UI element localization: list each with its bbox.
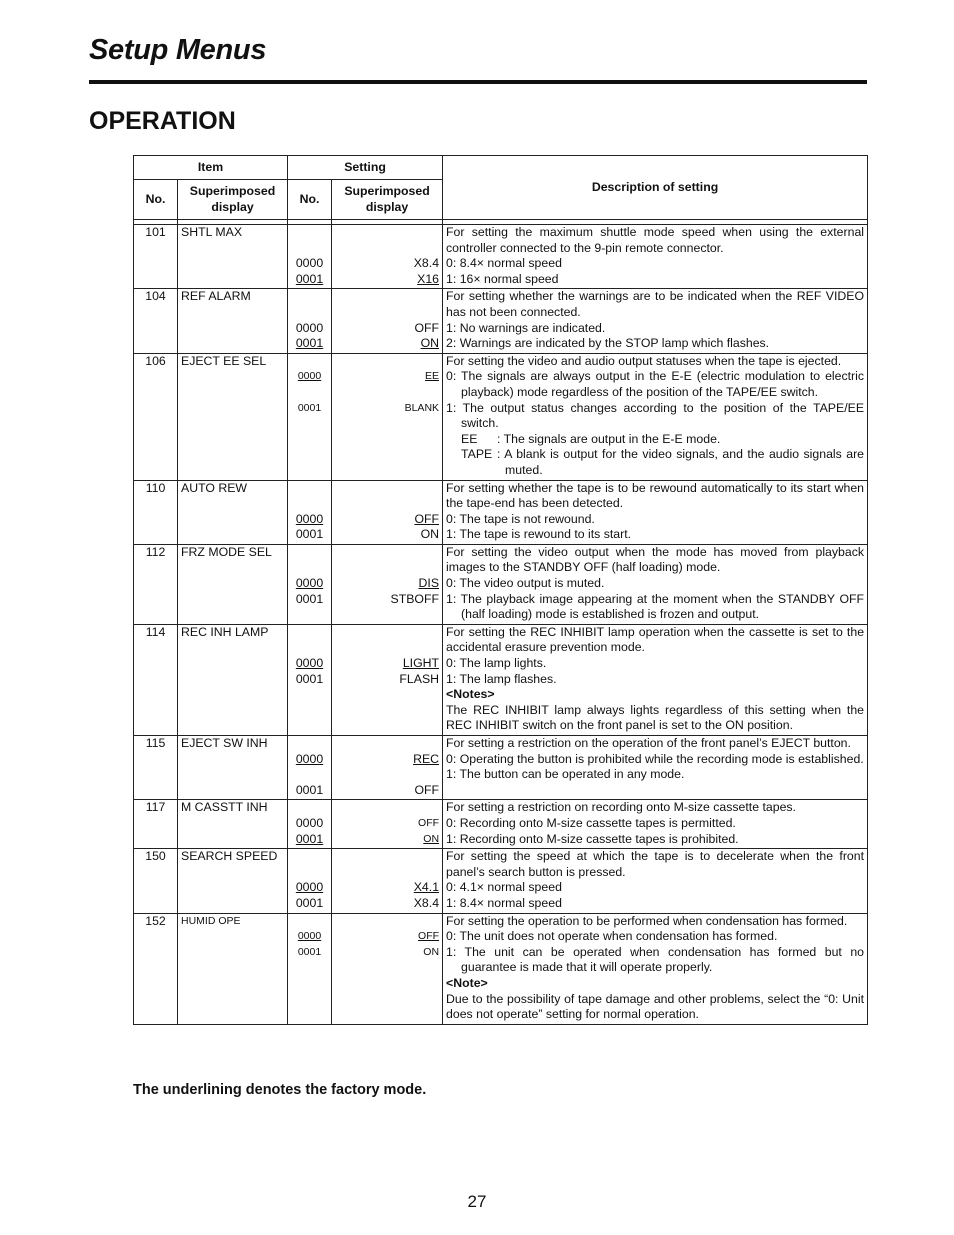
table-row: [134, 544, 868, 624]
setting-code-default: 0000: [295, 511, 324, 526]
setting-codes: [288, 289, 332, 353]
header-item-display: Superimposed display: [178, 180, 288, 220]
setting-display-default: OFF: [414, 511, 440, 526]
sub-option-key: TAPE: [461, 447, 493, 462]
description-text: For setting the REC INHIBIT lamp operation when the cassette is set to the accidental erasure prevention mode.: [446, 624, 865, 655]
table-row: [134, 849, 868, 913]
setting-displays: [332, 736, 443, 800]
option-2: 2: Warnings are indicated by the STOP lamp which flashes.: [446, 336, 770, 351]
option-0: 0: 8.4× normal speed: [446, 256, 562, 271]
setting-displays: [332, 480, 443, 544]
item-description: [443, 544, 868, 624]
option-1: 1: The lamp flashes.: [446, 671, 557, 686]
item-description: [443, 800, 868, 849]
option-1: 1: The output status changes according to the position of the TAPE/EE switch.: [446, 400, 865, 431]
option-0: 0: Recording onto M-size cassette tapes is permitted.: [446, 815, 736, 830]
page-number: 27: [467, 1192, 487, 1211]
setting-code: 0000: [295, 320, 324, 335]
description-text: For setting the speed at which the tape is to decelerate when the front panel’s search button is pressed.: [446, 849, 865, 879]
setting-display: OFF: [414, 782, 440, 797]
notes-text: The REC INHIBIT lamp always lights regardless of this setting when the REC INHIBIT switch on the front panel is set to the ON position.: [446, 702, 865, 733]
setting-display-default: DIS: [418, 576, 440, 591]
note-text: Due to the possibility of tape damage and other problems, select the “0: Unit does not operate” setting for normal operation.: [446, 991, 865, 1022]
setting-code-default: 0001: [295, 271, 324, 286]
setting-code-default: 0000: [295, 880, 324, 895]
table-row: [134, 624, 868, 735]
setting-code-default: 0000: [295, 576, 324, 591]
setting-code: 0001: [295, 895, 324, 910]
description-text: For setting the video and audio output statuses when the tape is ejected.: [446, 353, 842, 368]
setting-displays: [332, 800, 443, 849]
setting-displays: [332, 225, 443, 289]
setting-codes: [288, 849, 332, 913]
setting-code: 0000: [295, 815, 324, 830]
option-1: 1: The tape is rewound to its start.: [446, 527, 632, 542]
header-item-no: No.: [134, 180, 178, 220]
option-0: 0: The video output is muted.: [446, 576, 605, 591]
header-setting-no: No.: [288, 180, 332, 220]
setting-code: 0001: [295, 527, 324, 542]
setting-code-default: 0000: [295, 656, 324, 671]
table-row: [134, 480, 868, 544]
option-1: 1: Recording onto M-size cassette tapes is prohibited.: [446, 831, 739, 846]
setting-code: 0001: [295, 782, 324, 797]
setting-display-default: X16: [417, 271, 440, 286]
item-description: [443, 289, 868, 353]
setting-display: ON: [423, 945, 440, 958]
header-setting-display: Superimposed display: [332, 180, 443, 220]
item-number: 152: [134, 913, 178, 1024]
option-0: 0: The tape is not rewound.: [446, 511, 595, 526]
item-display-name: SEARCH SPEED: [178, 849, 288, 913]
setting-display: X8.4: [413, 895, 440, 910]
option-1: 1: No warnings are indicated.: [446, 320, 606, 335]
setting-codes: [288, 624, 332, 735]
option-1: 1: The playback image appearing at the moment when the STANDBY OFF (half loading) mode is established is frozen and output.: [446, 591, 865, 622]
setting-codes: [288, 225, 332, 289]
item-description: [443, 736, 868, 800]
setting-code-default: 0001: [295, 831, 324, 846]
table-row: [134, 353, 868, 480]
setting-code-default: 0000: [297, 930, 322, 943]
item-description: [443, 480, 868, 544]
setting-code: 0001: [297, 945, 322, 958]
setting-codes: [288, 480, 332, 544]
table-row: [134, 800, 868, 849]
setting-codes: [288, 800, 332, 849]
option-1: 1: The button can be operated in any mode.: [446, 767, 685, 782]
item-display-name: FRZ MODE SEL: [178, 544, 288, 624]
setting-display: ON: [420, 527, 440, 542]
setting-code: 0001: [295, 591, 324, 606]
item-number: 110: [134, 480, 178, 544]
header-setting: Setting: [288, 156, 443, 180]
item-display-name: HUMID OPE: [178, 913, 288, 1024]
item-number: 112: [134, 544, 178, 624]
item-number: 117: [134, 800, 178, 849]
item-description: [443, 913, 868, 1024]
header-description: Description of setting: [443, 156, 868, 220]
item-description: [443, 353, 868, 480]
table-row: [134, 736, 868, 800]
note-heading: <Note>: [446, 975, 488, 990]
title-rule: [89, 80, 867, 84]
option-1: 1: 16× normal speed: [446, 271, 559, 286]
page-title: Setup Menus: [89, 34, 267, 66]
setting-display-default: LIGHT: [402, 656, 440, 671]
item-description: [443, 849, 868, 913]
setting-display-default: OFF: [418, 930, 440, 943]
table-row: [134, 913, 868, 1024]
description-text: For setting the maximum shuttle mode speed when using the external controller connected to the 9-pin remote connector.: [446, 225, 865, 255]
section-title: OPERATION: [89, 107, 236, 135]
description-text: For setting the operation to be performed when condensation has formed.: [446, 913, 848, 928]
setting-code: 0001: [295, 671, 324, 686]
setting-display: OFF: [418, 816, 440, 829]
description-text: For setting whether the warnings are to be indicated when the REF VIDEO has not been connected.: [446, 289, 865, 319]
option-1: 1: 8.4× normal speed: [446, 895, 562, 910]
item-number: 115: [134, 736, 178, 800]
item-display-name: M CASSTT INH: [178, 800, 288, 849]
setting-display-default: EE: [425, 370, 440, 383]
setting-display: X8.4: [413, 256, 440, 271]
setting-code-default: 0001: [295, 336, 324, 351]
header-item: Item: [134, 156, 288, 180]
setting-displays: [332, 913, 443, 1024]
sub-option-value: : The signals are output in the E-E mode.: [497, 431, 721, 446]
option-0: 0: The lamp lights.: [446, 656, 547, 671]
item-display-name: EJECT SW INH: [178, 736, 288, 800]
setting-displays: [332, 849, 443, 913]
setting-code-default: 0000: [295, 751, 324, 766]
option-0: 0: The signals are always output in the E-E (electric modulation to electric playback) mode regardless of the position of the TAPE/EE switch.: [446, 369, 865, 399]
item-number: 101: [134, 225, 178, 289]
sub-option-key: EE: [461, 431, 478, 446]
setting-display: STBOFF: [390, 591, 440, 606]
setting-codes: [288, 544, 332, 624]
table-row: [134, 289, 868, 353]
settings-table: [133, 155, 868, 1025]
setting-display-default: X4.1: [413, 880, 440, 895]
item-number: 114: [134, 624, 178, 735]
notes-heading: <Notes>: [446, 687, 495, 702]
option-0: 0: The unit does not operate when condensation has formed.: [446, 929, 778, 944]
item-display-name: REF ALARM: [178, 289, 288, 353]
setting-code-default: 0000: [297, 370, 322, 383]
setting-displays: [332, 353, 443, 480]
table-row: [134, 225, 868, 289]
setting-code: 0000: [295, 256, 324, 271]
setting-codes: [288, 913, 332, 1024]
sub-option-ee: [446, 432, 864, 448]
setting-display-default: REC: [413, 751, 440, 766]
description-text: For setting whether the tape is to be rewound automatically to its start when the tape-end has been detected.: [446, 480, 865, 511]
setting-display-default: ON: [420, 336, 440, 351]
item-number: 104: [134, 289, 178, 353]
item-display-name: SHTL MAX: [178, 225, 288, 289]
option-0: 0: Operating the button is prohibited while the recording mode is established.: [446, 751, 864, 766]
item-description: [443, 225, 868, 289]
setting-codes: [288, 353, 332, 480]
item-number: 150: [134, 849, 178, 913]
item-number: 106: [134, 353, 178, 480]
setting-displays: [332, 544, 443, 624]
sub-option-tape: [446, 447, 864, 478]
setting-display-default: ON: [423, 832, 440, 845]
item-display-name: EJECT EE SEL: [178, 353, 288, 480]
description-text: For setting a restriction on the operation of the front panel’s EJECT button.: [446, 736, 851, 750]
setting-displays: [332, 624, 443, 735]
setting-displays: [332, 289, 443, 353]
factory-mode-footnote: The underlining denotes the factory mode.: [133, 1082, 427, 1098]
setting-display: OFF: [414, 320, 440, 335]
option-1: 1: The unit can be operated when condensation has formed but no guarantee is made that it will operate properly.: [446, 944, 865, 975]
setting-codes: [288, 736, 332, 800]
description-text: For setting a restriction on recording onto M-size cassette tapes.: [446, 800, 796, 815]
description-text: For setting the video output when the mode has moved from playback images to the STANDBY OFF (half loading) mode.: [446, 544, 865, 575]
item-display-name: AUTO REW: [178, 480, 288, 544]
option-0: 0: 4.1× normal speed: [446, 880, 562, 895]
setting-code: 0001: [297, 401, 322, 414]
item-description: [443, 624, 868, 735]
sub-option-value: : A blank is output for the video signals, and the audio signals are muted.: [497, 447, 865, 477]
item-display-name: REC INH LAMP: [178, 624, 288, 735]
setting-display: BLANK: [404, 401, 440, 414]
setting-display: FLASH: [399, 671, 440, 686]
